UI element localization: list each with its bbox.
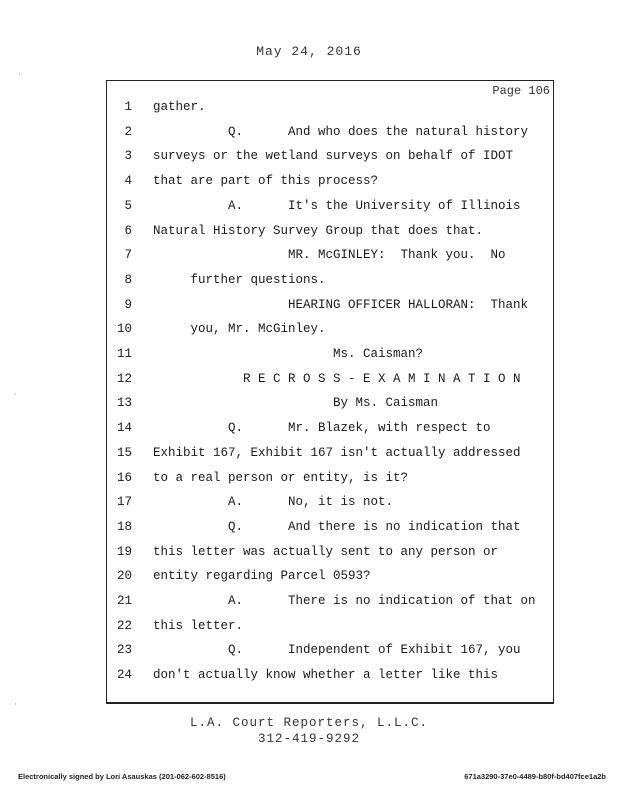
transcript-line (0, 471, 618, 495)
transcript-line (0, 643, 618, 667)
transcript-line (0, 421, 618, 445)
scan-mark: · (18, 70, 21, 80)
court-reporter-phone: 312-419-9292 (257, 732, 360, 746)
page-number: Page 106 (492, 84, 550, 98)
line-number: 10 (116, 322, 132, 337)
line-number: 1 (124, 100, 132, 114)
transcript-line (0, 372, 618, 396)
transcript-line (0, 224, 618, 248)
line-text: further questions. (153, 272, 326, 287)
transcript-line (0, 396, 618, 420)
line-text: to a real person or entity, is it? (153, 470, 409, 485)
line-number: 4 (124, 174, 132, 189)
transcript-line (0, 545, 618, 569)
document-id: 671a3290-37e0-4489-b80f-bd407fce1a2b (464, 772, 606, 781)
transcript-line (0, 594, 618, 618)
line-text: that are part of this process? (153, 174, 379, 189)
line-text: A. There is no indication of that on (153, 594, 536, 608)
line-text: don't actually know whether a letter like this (153, 668, 499, 683)
line-number: 8 (124, 272, 132, 287)
line-text: you, Mr. McGinley. (153, 322, 326, 337)
line-number: 14 (116, 421, 132, 436)
line-number: 24 (116, 668, 132, 683)
line-number: 9 (124, 297, 132, 312)
line-number: 12 (116, 371, 132, 386)
line-text: this letter. (153, 618, 244, 633)
transcript-line (0, 248, 618, 272)
line-text: surveys or the wetland surveys on behalf of IDOT (153, 149, 514, 164)
electronic-signature: Electronically signed by Lori Asauskas (201-062-602-8516) (18, 772, 226, 781)
line-text: Q. Independent of Exhibit 167, you (153, 643, 521, 658)
transcript-line (0, 668, 618, 692)
transcript-line (0, 149, 618, 173)
line-text: this letter was actually sent to any person or (153, 544, 499, 559)
line-text: A. No, it is not. (153, 495, 394, 510)
transcript-line (0, 125, 618, 149)
line-number: 19 (116, 544, 132, 559)
line-number: 21 (116, 594, 132, 608)
line-text: Natural History Survey Group that does that. (153, 223, 484, 238)
transcript-line (0, 495, 618, 519)
scan-mark: · (14, 700, 17, 710)
line-number: 3 (124, 149, 132, 164)
transcript-line (0, 619, 618, 643)
line-text: A. It's the University of Illinois (153, 198, 521, 213)
line-text: Ms. Caisman? (153, 347, 424, 361)
line-number: 7 (124, 248, 132, 263)
line-number: 17 (116, 495, 132, 510)
transcript-line (0, 347, 618, 371)
transcript-line (0, 298, 618, 322)
line-number: 11 (116, 347, 132, 361)
line-number: 16 (116, 470, 132, 485)
line-number: 2 (124, 124, 132, 139)
line-text: By Ms. Caisman (153, 396, 439, 411)
line-number: 13 (116, 396, 132, 411)
line-text: entity regarding Parcel 0593? (153, 569, 371, 584)
transcript-line (0, 174, 618, 198)
line-text: Q. And who does the natural history (153, 124, 529, 139)
line-text: Exhibit 167, Exhibit 167 isn't actually addressed (153, 445, 521, 460)
line-number: 6 (124, 223, 132, 238)
scan-mark: · (14, 390, 17, 400)
line-text: gather. (153, 100, 206, 114)
transcript-date: May 24, 2016 (256, 44, 362, 59)
line-text: HEARING OFFICER HALLORAN: Thank (153, 297, 529, 312)
line-text: Q. Mr. Blazek, with respect to (153, 421, 491, 436)
transcript-line (0, 199, 618, 223)
transcript-line (0, 569, 618, 593)
transcript-line (0, 100, 618, 124)
transcript-line (0, 322, 618, 346)
line-number: 23 (116, 643, 132, 658)
line-number: 15 (116, 445, 132, 460)
line-number: 5 (124, 198, 132, 213)
line-text: Q. And there is no indication that (153, 519, 521, 534)
line-number: 20 (116, 569, 132, 584)
transcript-line (0, 273, 618, 297)
line-text: R E C R O S S - E X A M I N A T I O N (153, 371, 521, 386)
line-number: 22 (116, 618, 132, 633)
court-reporter-name: L.A. Court Reporters, L.L.C. (189, 716, 429, 730)
transcript-line (0, 520, 618, 544)
line-number: 18 (116, 519, 132, 534)
line-text: MR. McGINLEY: Thank you. No (153, 248, 506, 263)
transcript-line (0, 446, 618, 470)
